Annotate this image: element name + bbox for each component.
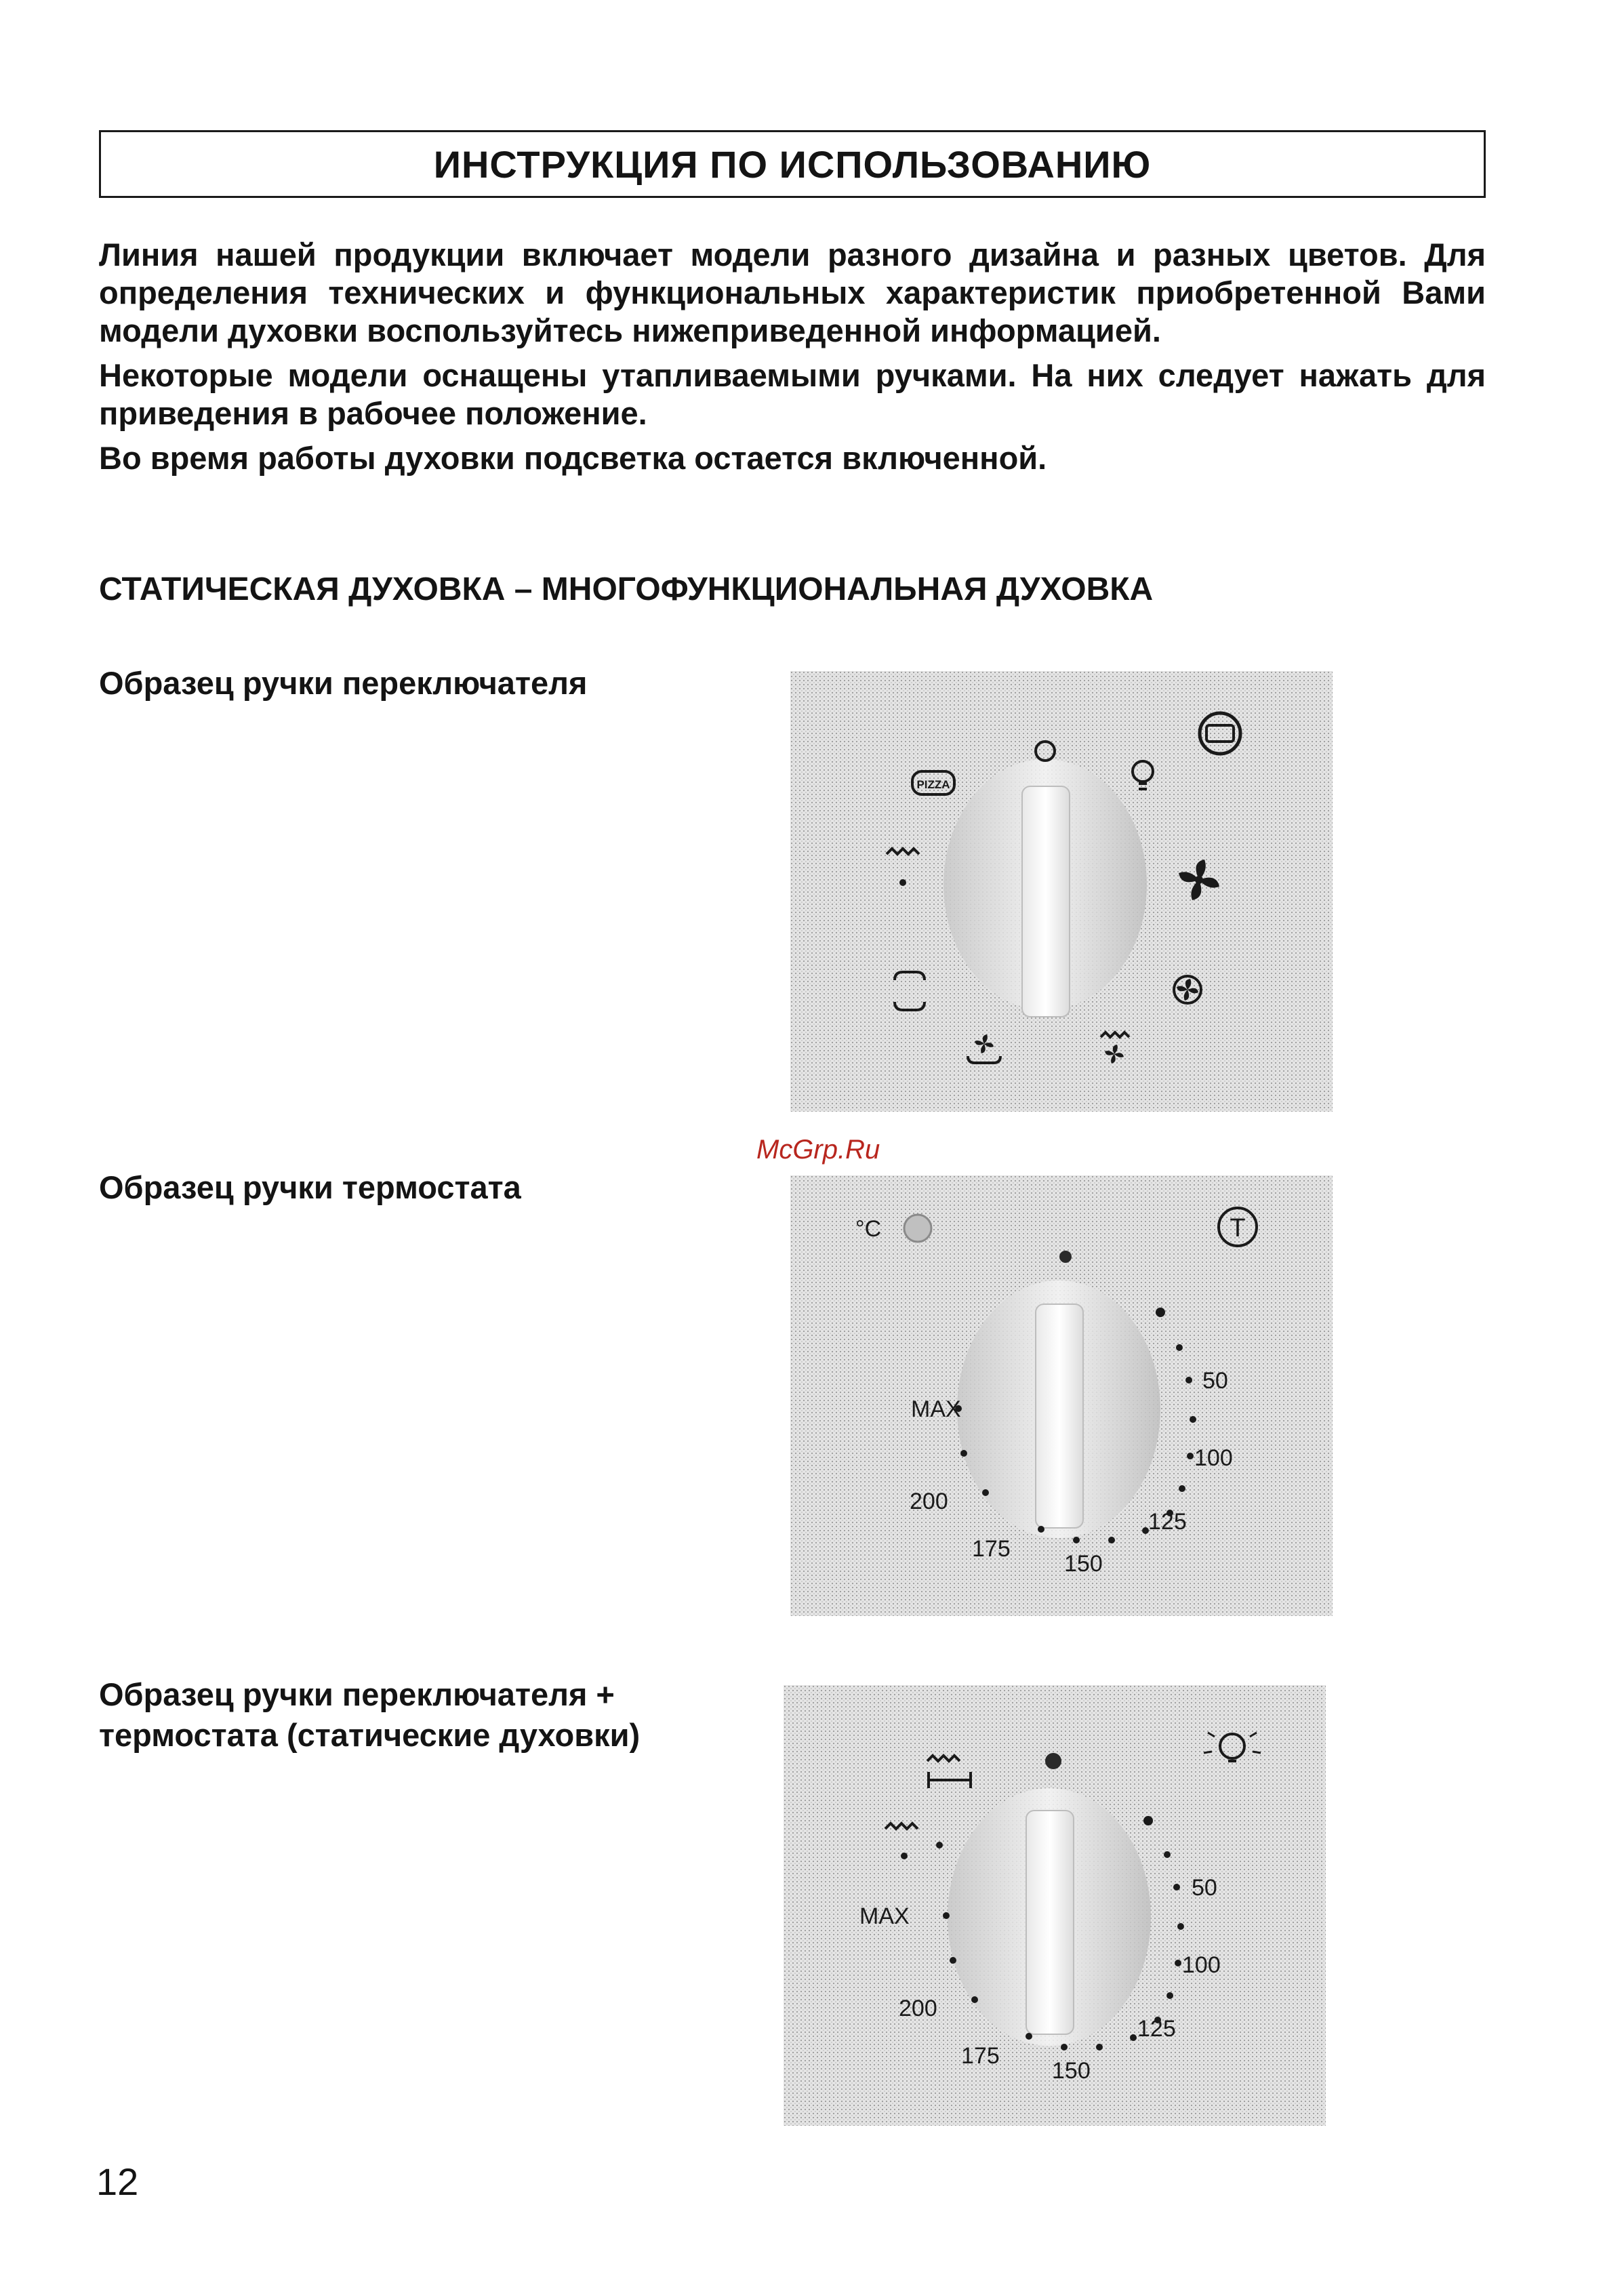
watermark: McGrp.Ru: [756, 1135, 880, 1165]
thermostat-symbol: T: [1230, 1214, 1246, 1242]
selector-knob-caption: [99, 663, 587, 704]
intro-paragraph-2: Некоторые модели оснащены утапливаемыми ручками. На них следует нажать для приведения в рабочее положение.: [99, 357, 1486, 431]
temp-150-label: 150: [1052, 2058, 1091, 2084]
indicator-lamp-icon: [904, 1215, 931, 1242]
intro-paragraph-1: Линия нашей продукции включает модели разного дизайна и разных цветов. Для определения технических и функциональных характеристик приобретенной Вами модели духовки воспользуйтесь нижеприведенной информацией.: [99, 237, 1486, 348]
thermostat-knob-caption-text: Образец ручки термостата: [99, 1169, 521, 1205]
thermostat-knob-caption: [99, 1167, 521, 1208]
thermostat-knob-handle: [1036, 1304, 1083, 1528]
temp-50-label: 50: [1202, 1368, 1228, 1394]
combined-knob-caption: [99, 1674, 640, 1756]
combined-knob-caption-line2: термостата (статические духовки): [99, 1717, 641, 1753]
selector-knob-caption-text: Образец ручки переключателя: [99, 665, 588, 701]
temp-175-label: 175: [961, 2043, 1000, 2069]
temp-175-label: 175: [972, 1536, 1011, 1562]
temp-50-label: 50: [1192, 1875, 1217, 1901]
thermostat-knob-panel: [790, 1175, 1333, 1616]
title-box: [99, 130, 1486, 198]
page-number: 12: [96, 2160, 139, 2203]
intro-text: [99, 236, 1486, 484]
pizza-icon-label: PIZZA: [916, 778, 950, 791]
temp-200-label: 200: [899, 1996, 937, 2021]
indicator-dot-icon: [1059, 1251, 1072, 1263]
intro-paragraph-3: Во время работы духовки подсветка остается включенной.: [99, 440, 1047, 476]
temp-200-label: 200: [910, 1489, 948, 1514]
temp-150-label: 150: [1064, 1551, 1103, 1577]
temp-100-label: 100: [1194, 1445, 1233, 1471]
combined-knob-panel: [784, 1685, 1326, 2126]
indicator-dot-icon: [1045, 1753, 1061, 1769]
combined-knob-caption-line1: Образец ручки переключателя +: [99, 1676, 615, 1712]
section-heading: СТАТИЧЕСКАЯ ДУХОВКА – МНОГОФУНКЦИОНАЛЬНАЯ ДУХОВКА: [99, 571, 1154, 607]
temp-100-label: 100: [1182, 1952, 1221, 1978]
max-label: MAX: [911, 1396, 961, 1422]
celsius-label: °C: [855, 1216, 882, 1242]
selector-knob-handle: [1022, 786, 1070, 1017]
temp-125-label: 125: [1137, 2016, 1176, 2042]
fan-circle-icon: [1174, 976, 1201, 1003]
combined-knob-handle: [1026, 1811, 1074, 2034]
selector-knob-panel: [790, 671, 1333, 1112]
temp-125-label: 125: [1148, 1509, 1187, 1535]
max-label: MAX: [859, 1903, 910, 1929]
page-title: ИНСТРУКЦИЯ ПО ИСПОЛЬЗОВАНИЮ: [433, 142, 1152, 186]
